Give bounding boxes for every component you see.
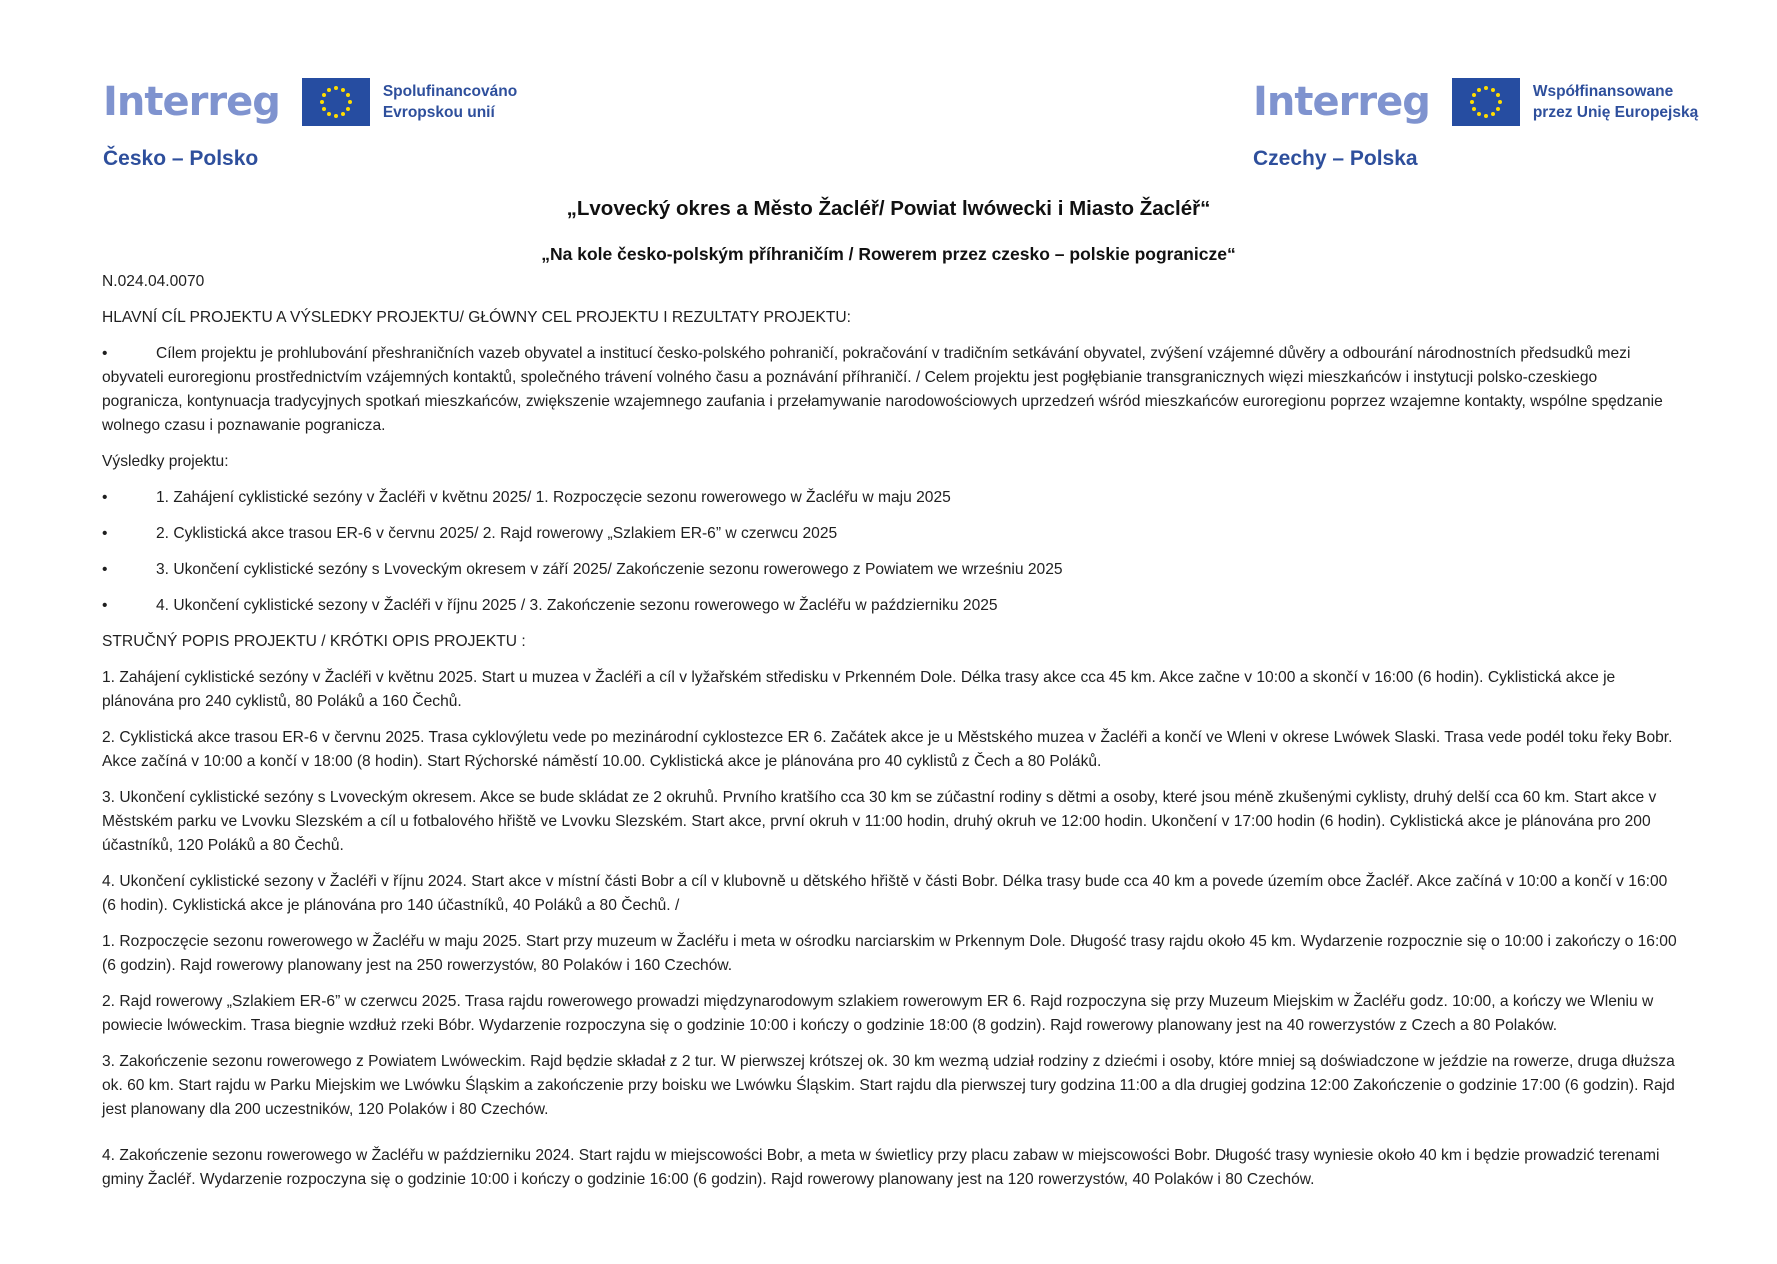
cofund-text-right — [1533, 81, 1698, 123]
bullet-icon: • — [102, 597, 108, 614]
cofund-line-1: Spolufinancováno — [382, 83, 518, 100]
cofund-line-2: Evropskou unií — [382, 104, 495, 121]
result-text: 1. Zahájení cyklistické sezóny v Žacléři v květnu 2025/ 1. Rozpoczęcie sezonu rowerowego w Žacléřu w maju 2025 — [156, 489, 951, 506]
cofund-line-1: Współfinansowane — [1532, 83, 1674, 100]
list-item — [102, 594, 1682, 618]
description-paragraph: 3. Ukončení cyklistické sezóny s Lvoveckým okresem. Akce se bude skládat ze 2 okruhů. Prvního kratšího cca 30 km se zúčastní rodiny s dětmi a osoby, které jsou méně zkušenými cyklisty, druhý delší cca 60 km. Start akce v Městském parku ve Lvovku Slezském a cíl u fotbalového hřiště ve Lvovku Slezském. Start akce, první okruh v 11:00 hodin, druhý okruh ve 12:00 hodin. Ukončení v 17:00 hodin (6 hodin). Cyklistická akce je plánována pro 200 účastníků, 120 Poláků a 80 Čechů. — [102, 789, 1657, 854]
goal-text: Cílem projektu je prohlubování přeshraničních vazeb obyvatel a institucí česko-polského pohraničí, pokračování v tradičním setkávání obyvatel, zvýšení vzájemné důvěry a odbourání národnostních předsudků mezi obyvateli euroregionu prostřednictvím vzájemných kontaktů, společného trávení volného času a poznávání příhraničí. / Celem projektu jest pogłębianie transgranicznych więzi mieszkańców i instytucji polsko-czeskiego pogranicza, kontynuacja tradycyjnych spotkań mieszkańców, zwiększenie wzajemnego zaufania i przełamywanie narodowościowych uprzedzeń wśród mieszkańców euroregionu poprzez wzajemne kontakty, wspólne spędzanie wolnego czasu i poznawanie pogranicza. — [102, 345, 1663, 434]
interreg-logo-left: Interreg — [103, 79, 280, 125]
description-paragraph: 3. Zakończenie sezonu rowerowego z Powiatem Lwóweckim. Rajd będzie składał z 2 tur. W pierwszej krótszej ok. 30 km wezmą udział rodziny z dziećmi i osoby, które mniej są doświadczone w jeździe na rowerze, druga dłuższa ok. 60 km. Start rajdu w Parku Miejskim we Lwówku Śląskim a zakończenie przy boisku we Lwówku Śląskim. Start rajdu dla pierwszej tury godzina 11:00 a dla drugiej godzina 12:00 Zakończenie o godzinie 17:00 (6 godzin). Rajd jest planowany dla 200 uczestników, 120 Polaków i 80 Czechów. — [102, 1053, 1675, 1118]
result-text: 4. Ukončení cyklistické sezony v Žacléři v říjnu 2025 / 3. Zakończenie sezonu rowerowego w Žacléřu w październiku 2025 — [156, 597, 998, 614]
description-heading: STRUČNÝ POPIS PROJEKTU / KRÓTKI OPIS PROJEKTU : — [102, 633, 526, 650]
goal-heading: HLAVNÍ CÍL PROJEKTU A VÝSLEDKY PROJEKTU/ GŁÓWNY CEL PROJEKTU I REZULTATY PROJEKTU: — [102, 309, 851, 326]
list-item — [102, 486, 1682, 510]
document-body — [102, 270, 1682, 1204]
region-label-left: Česko – Polsko — [103, 147, 259, 170]
logo-right — [1253, 78, 1698, 171]
description-paragraph: 1. Zahájení cyklistické sezóny v Žacléři v květnu 2025. Start u muzea v Žacléři a cíl v lyžařském středisku v Prkenném Dole. Délka trasy akce cca 45 km. Akce začne v 10:00 a skončí v 16:00 (6 hodin). Cyklistická akce je plánována pro 240 cyklistů, 80 Poláků a 160 Čechů. — [102, 669, 1616, 710]
results-list — [102, 486, 1682, 618]
document-title: „Lvovecký okres a Město Žacléř/ Powiat lwówecki i Miasto Žacléř“ — [566, 197, 1211, 220]
logo-left — [103, 78, 517, 171]
eu-flag-icon — [1452, 78, 1520, 126]
cofund-text-left — [383, 81, 517, 123]
result-text: 2. Cyklistická akce trasou ER-6 v červnu 2025/ 2. Rajd rowerowy „Szlakiem ER-6” w czerwcu 2025 — [156, 525, 838, 542]
description-paragraph: 2. Rajd rowerowy „Szlakiem ER-6” w czerwcu 2025. Trasa rajdu rowerowego prowadzi międzynarodowym szlakiem rowerowym ER 6. Rajd rozpoczyna się przy Muzeum Miejskim w Žacléřu godz. 10:00, a kończy we Wleniu w powiecie lwóweckim. Trasa biegnie wzdłuż rzeki Bóbr. Wydarzenie rozpoczyna się o godzinie 10:00 i kończy o godzinie 18:00 (8 godzin). Rajd rowerowy planowany jest na 40 rowerzystów z Czech a 80 Polaków. — [102, 993, 1654, 1034]
logo-left-row — [103, 78, 517, 126]
cofund-line-2: przez Unię Europejską — [1532, 104, 1699, 121]
eu-stars-icon — [302, 78, 370, 126]
result-text: 3. Ukončení cyklistické sezóny s Lvoveckým okresem v září 2025/ Zakończenie sezonu rowerowego z Powiatem we wrześniu 2025 — [156, 561, 1063, 578]
goal-paragraph — [102, 342, 1682, 438]
results-heading: Výsledky projektu: — [102, 453, 229, 470]
document-subtitle: „Na kole česko-polským příhraničím / Rowerem przez czesko – polskie pogranicze“ — [541, 244, 1236, 264]
list-item — [102, 558, 1682, 582]
description-paragraph: 4. Ukončení cyklistické sezony v Žacléři v říjnu 2024. Start akce v místní části Bobr a cíl v klubovně u dětského hřiště v části Bobr. Délka trasy bude cca 40 km a povede územím obce Žacléř. Akce začíná v 10:00 a končí v 16:00 (6 hodin). Cyklistická akce je plánována pro 140 účastníků, 40 Poláků a 80 Čechů. / — [102, 873, 1668, 914]
eu-flag-icon — [302, 78, 370, 126]
project-code: N.024.04.0070 — [102, 273, 205, 290]
description-paragraph: 2. Cyklistická akce trasou ER-6 v červnu 2025. Trasa cyklovýletu vede po mezinárodní cyklostezce ER 6. Začátek akce je u Městského muzea v Žacléři a končí ve Wleni v okrese Lwówek Slaski. Trasa vede podél toku řeky Bobr. Akce začíná v 10:00 a končí v 18:00 (8 hodin). Start Rýchorské náměstí 10.00. Cyklistická akce je plánována pro 40 cyklistů z Čech a 80 Poláků. — [102, 729, 1673, 770]
bullet-icon: • — [102, 525, 108, 542]
logo-right-row — [1253, 78, 1698, 126]
description-paragraph: 1. Rozpoczęcie sezonu rowerowego w Žacléřu w maju 2025. Start przy muzeum w Žacléřu i meta w ośrodku narciarskim w Prkennym Dole. Długość trasy rajdu około 45 km. Wydarzenie rozpocznie się o 10:00 i zakończy o 16:00 (6 godzin). Rajd rowerowy planowany jest na 250 rowerzystów, 80 Polaków i 160 Czechów. — [102, 933, 1677, 974]
eu-stars-icon — [1452, 78, 1520, 126]
bullet-icon: • — [102, 345, 108, 362]
description-paragraph: 4. Zakończenie sezonu rowerowego w Žacléřu w październiku 2024. Start rajdu w miejscowości Bobr, a meta w świetlicy przy placu zabaw w miejscowości Bobr. Długość trasy wyniesie około 40 km i będzie prowadzić terenami gminy Žacléř. Wydarzenie rozpoczyna się o godzinie 10:00 i kończy o godzinie 16:00 (6 godzin). Rajd rowerowy planowany jest na 120 rowerzystów, 40 Polaków i 80 Czechów. — [102, 1147, 1660, 1188]
bullet-icon: • — [102, 489, 108, 506]
region-label-right: Czechy – Polska — [1253, 147, 1418, 170]
bullet-icon: • — [102, 561, 108, 578]
list-item — [102, 522, 1682, 546]
spacer — [102, 1134, 1682, 1144]
interreg-logo-right: Interreg — [1253, 79, 1430, 125]
